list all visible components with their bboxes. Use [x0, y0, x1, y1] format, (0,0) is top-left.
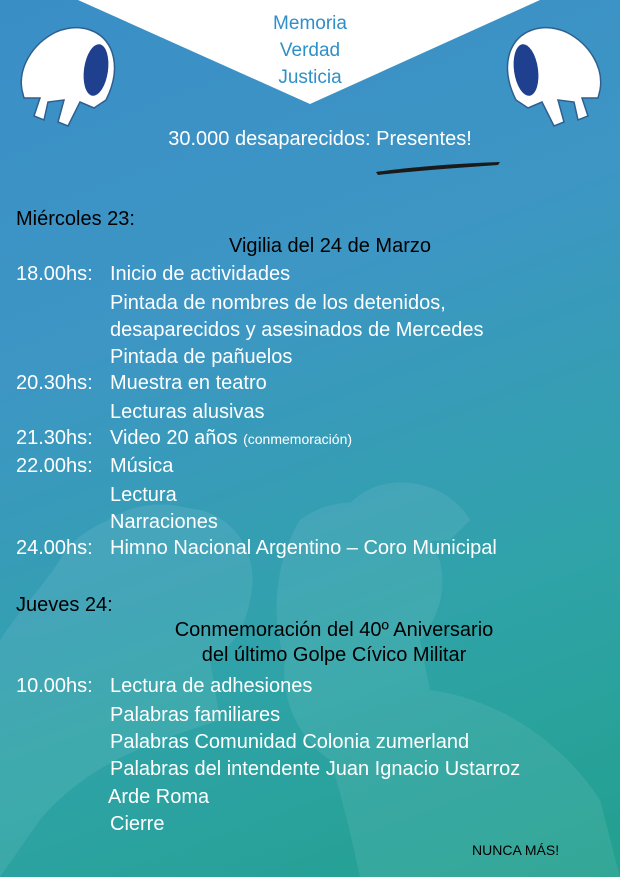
- schedule-activity: Lectura: [110, 484, 177, 506]
- white-headscarf-icon: [14, 18, 122, 128]
- schedule-row: [16, 535, 497, 562]
- schedule-row: [16, 673, 312, 700]
- schedule-activity: Muestra en teatro: [110, 372, 267, 394]
- schedule-time: 18.00hs:: [16, 263, 93, 285]
- brush-underline: [374, 160, 504, 176]
- event-title-line: Vigilia del 24 de Marzo: [229, 235, 431, 257]
- schedule-activity: Lectura de adhesiones: [110, 675, 313, 697]
- schedule-row: [16, 261, 290, 288]
- schedule-activity: Inicio de actividades: [110, 263, 291, 285]
- event-title-line: del último Golpe Cívico Militar: [201, 644, 467, 666]
- white-headscarf-icon: [500, 18, 608, 128]
- schedule-activity: Arde Roma: [108, 786, 210, 808]
- schedule-time: 22.00hs:: [16, 455, 93, 477]
- motto-line: Memoria: [273, 13, 347, 34]
- subtitle: 30.000 desaparecidos: Presentes!: [168, 128, 472, 150]
- schedule-activity: desaparecidos y asesinados de Mercedes: [110, 319, 484, 341]
- schedule-activity: Palabras Comunidad Colonia zumerland: [110, 731, 470, 753]
- event-title-line: Conmemoración del 40º Aniversario: [174, 619, 494, 641]
- header-motto: [210, 10, 410, 91]
- motto-line: Verdad: [279, 40, 341, 61]
- schedule-activity: Pintada de nombres de los detenidos,: [110, 292, 446, 314]
- schedule-activity: Palabras familiares: [110, 704, 281, 726]
- schedule-activity: Cierre: [110, 813, 165, 835]
- event-title: [100, 234, 560, 259]
- schedule-time: 24.00hs:: [16, 537, 93, 559]
- schedule-activity: Palabras del intendente Juan Ignacio Ustarroz: [110, 758, 521, 780]
- day-label: Jueves 24:: [16, 594, 113, 616]
- schedule-note: (conmemoración): [243, 431, 353, 447]
- schedule-activity: Narraciones: [110, 511, 218, 533]
- schedule-time: 10.00hs:: [16, 675, 93, 697]
- schedule-activity: Video 20 años: [110, 427, 238, 449]
- closing-slogan: NUNCA MÁS!: [472, 842, 560, 858]
- schedule-activity: Himno Nacional Argentino – Coro Municipal: [110, 537, 497, 559]
- schedule-activity: Lecturas alusivas: [110, 401, 265, 423]
- schedule-activity: Pintada de pañuelos: [110, 346, 293, 368]
- motto-line: Justicia: [278, 67, 342, 88]
- schedule-row: [16, 370, 267, 397]
- schedule-activity: Música: [110, 455, 174, 477]
- schedule-row: [16, 425, 352, 453]
- schedule-row: [16, 453, 173, 480]
- schedule-time: 21.30hs:: [16, 427, 93, 449]
- schedule-time: 20.30hs:: [16, 372, 93, 394]
- event-title: [104, 618, 564, 668]
- day-label: Miércoles 23:: [16, 208, 135, 230]
